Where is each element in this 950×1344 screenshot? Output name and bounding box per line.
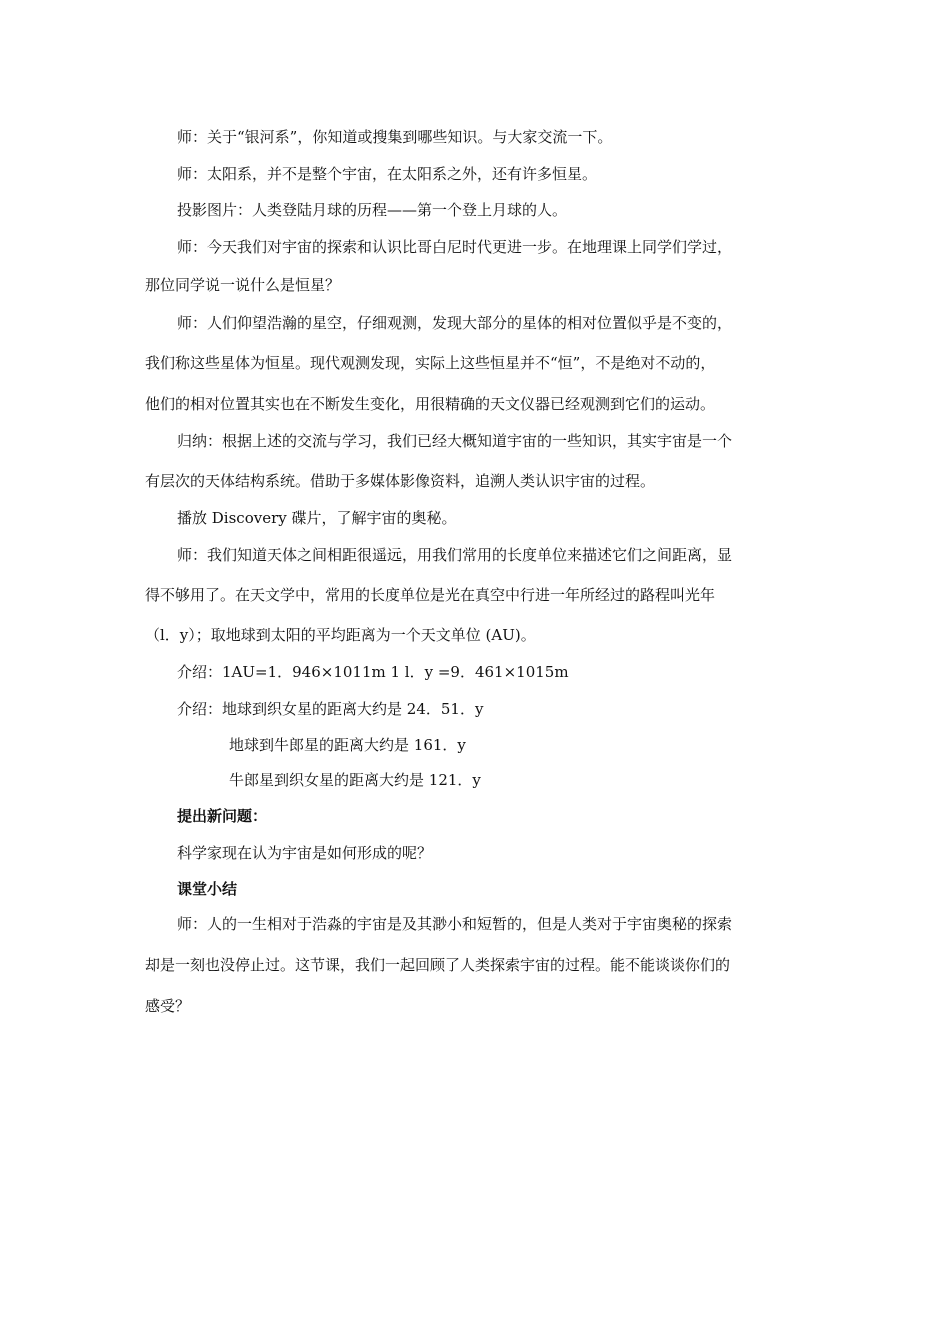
paragraph-fixed-stars-line2: 我们称这些星体为恒星。现代观测发现，实际上这些恒星并不“恒”，不是绝对不动的， — [145, 354, 716, 372]
paragraph-altair-vega-distance: 牛郎星到织女星的距离大约是 121．y — [229, 771, 481, 789]
paragraph-summary-line2: 有层次的天体结构系统。借助于多媒体影像资料，追溯人类认识宇宙的过程。 — [145, 472, 656, 490]
paragraph-distance-units-line3: （l．y）；取地球到太阳的平均距离为一个天文单位 (AU)。 — [145, 626, 536, 644]
paragraph-vega-distance: 介绍：地球到织女星的距离大约是 24．51．y — [177, 700, 484, 718]
heading-lesson-summary: 课堂小结 — [177, 880, 238, 898]
paragraph-galaxy-question: 师：关于“银河系”，你知道或搜集到哪些知识。与大家交流一下。 — [177, 128, 613, 146]
paragraph-fixed-stars-line3: 他们的相对位置其实也在不断发生变化，用很精确的天文仪器已经观测到它们的运动。 — [145, 395, 716, 413]
paragraph-copernicus-line2: 那位同学说一说什么是恒星？ — [145, 276, 341, 294]
paragraph-closing-line3: 感受？ — [145, 997, 191, 1015]
heading-new-question: 提出新问题： — [177, 807, 268, 825]
paragraph-copernicus-line1: 师：今天我们对宇宙的探索和认识比哥白尼时代更进一步。在地理课上同学们学过， — [177, 238, 733, 256]
paragraph-altair-distance: 地球到牛郎星的距离大约是 161．y — [229, 736, 466, 754]
paragraph-projection: 投影图片：人类登陆月球的历程——第一个登上月球的人。 — [177, 201, 568, 219]
paragraph-summary-line1: 归纳：根据上述的交流与学习，我们已经大概知道宇宙的一些知识，其实宇宙是一个 — [177, 432, 733, 450]
paragraph-closing-line2: 却是一刻也没停止过。这节课，我们一起回顾了人类探索宇宙的过程。能不能谈谈你们的 — [145, 956, 731, 974]
paragraph-universe-formation: 科学家现在认为宇宙是如何形成的呢？ — [177, 844, 433, 862]
paragraph-solar-system: 师：太阳系，并不是整个宇宙，在太阳系之外，还有许多恒星。 — [177, 165, 598, 183]
paragraph-unit-values: 介绍：1AU=1．946×1011m 1 l．y =9．461×1015m — [177, 663, 569, 681]
paragraph-discovery: 播放 Discovery 碟片，了解宇宙的奥秘。 — [177, 509, 457, 527]
paragraph-distance-units-line2: 得不够用了。在天文学中，常用的长度单位是光在真空中行进一年所经过的路程叫光年 — [145, 586, 716, 604]
paragraph-distance-units-line1: 师：我们知道天体之间相距很遥远，用我们常用的长度单位来描述它们之间距离，显 — [177, 546, 733, 564]
paragraph-fixed-stars-line1: 师：人们仰望浩瀚的星空，仔细观测，发现大部分的星体的相对位置似乎是不变的， — [177, 314, 733, 332]
paragraph-closing-line1: 师：人的一生相对于浩淼的宇宙是及其渺小和短暂的，但是人类对于宇宙奥秘的探索 — [177, 915, 733, 933]
